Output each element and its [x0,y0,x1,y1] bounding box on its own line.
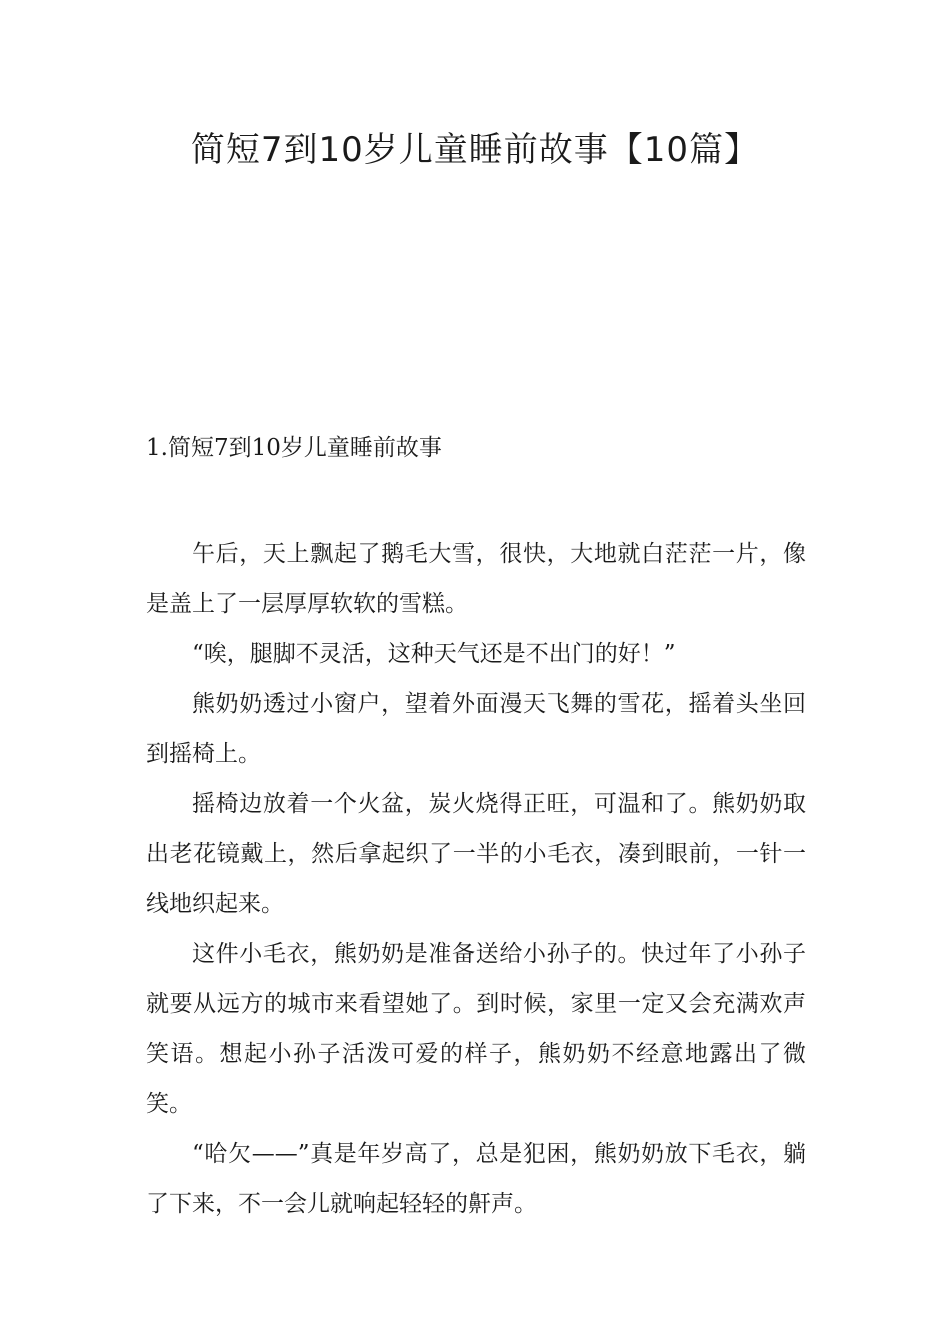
story-body [146,529,806,1229]
section-heading: 1.简短7到10岁儿童睡前故事 [146,435,442,461]
paragraph: “唉，腿脚不灵活，这种天气还是不出门的好！” [192,641,676,667]
document-title: 简短7到10岁儿童睡前故事【10篇】 [190,130,760,170]
paragraph: 熊奶奶透过小窗户，望着外面漫天飞舞的雪花，摇着头坐回到摇椅上。 [146,691,806,767]
paragraph: 这件小毛衣，熊奶奶是准备送给小孙子的。快过年了小孙子就要从远方的城市来看望她了。到时候，家里一定又会充满欢声笑语。想起小孙子活泼可爱的样子，熊奶奶不经意地露出了微笑。 [146,941,806,1117]
paragraph: “哈欠——”真是年岁高了，总是犯困，熊奶奶放下毛衣，躺了下来，不一会儿就响起轻轻的鼾声。 [146,1141,806,1217]
paragraph: 摇椅边放着一个火盆，炭火烧得正旺，可温和了。熊奶奶取出老花镜戴上，然后拿起织了一半的小毛衣，凑到眼前，一针一线地织起来。 [146,791,806,917]
paragraph: 午后，天上飘起了鹅毛大雪，很快，大地就白茫茫一片，像是盖上了一层厚厚软软的雪糕。 [146,541,806,617]
